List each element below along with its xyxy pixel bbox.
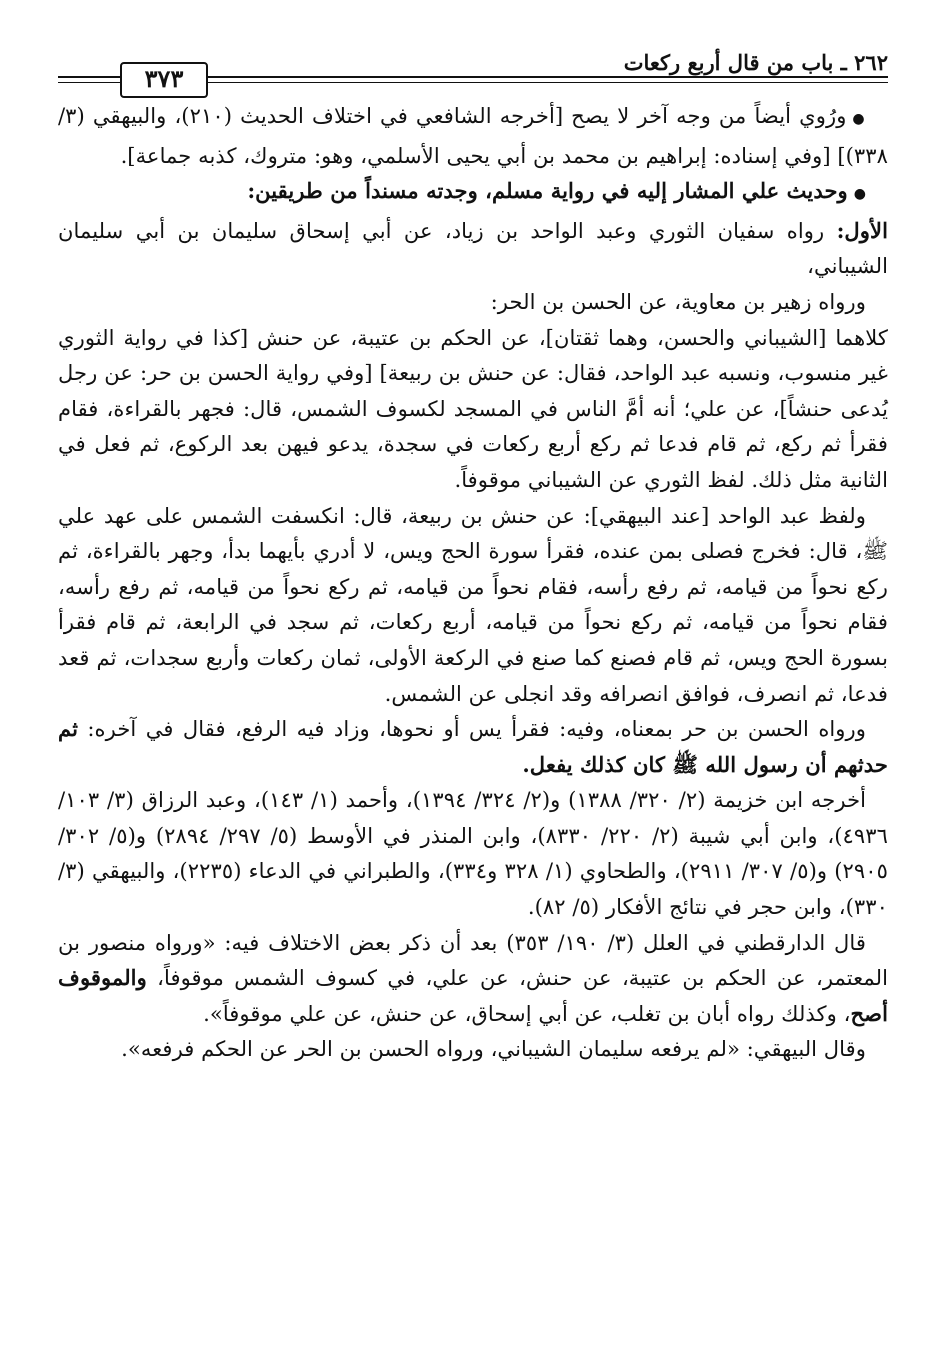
paragraph-6: ولفظ عبد الواحد [عند البيهقي]: عن حنش بن ربيعة، قال: انكسفت الشمس على عهد علي ﷺ، قال: فخرج فصلى بمن عنده، فقرأ سورة الحج ويس، لا أدري بأيهما بدأ، وجهر بالقراءة، ثم ركع نحواً من قيامه، ثم رفع رأسه، فقام نحواً من قيامه، ثم ركع نحواً من قيامه، ثم رفع رأسه، فقام نحواً من قيامه، ثم ركع نحواً من قيامه، أربع ركعات، ثم سجد في الرابعة، ثم قام فقرأ بسورة الحج ويس، ثم قام فصنع كما صنع في الركعة الأولى، ثمان ركعات وأربع سجدات، ثم قعد فدعا، ثم انصرف، فوافق انصرافه وقد انجلى عن الشمس.: [58, 502, 888, 706]
bullet-icon: ●: [852, 111, 866, 127]
bullet-icon: ●: [853, 186, 866, 203]
paragraph-1: ●ورُوي أيضاً من وجه آخر لا يصح [أخرجه الشافعي في اختلاف الحديث (٢١٠)، والبيهقي (٣/ ٣٣٨)] [وفي إسناده: إبراهيم بن محمد بن أبي يحيى الأسلمي، وهو: متروك، كذبه جماعة].: [58, 103, 888, 168]
paragraph-7: ورواه الحسن بن حر بمعناه، وفيه: فقرأ يس أو نحوها، وزاد فيه الرفع، فقال في آخره: ثم حدثهم أن رسول الله ﷺ كان كذلك يفعل.: [58, 716, 888, 777]
chapter-title: ٢٦٢ ـ باب من قال أربع ركعات: [623, 50, 888, 75]
paragraph-5: كلاهما [الشيباني والحسن، وهما ثقتان]، عن الحكم بن عتيبة، عن حنش [كذا في رواية الثوري غير منسوب، ونسبه عبد الواحد، فقال: عن حنش بن ربيعة] [وفي رواية الحسن بن حر: عن رجل يُدعى حنشاً]، عن علي؛ أنه أمَّ الناس في المسجد لكسوف الشمس، قال: فجهر بالقراءة، فقام فقرأ ثم ركع، ثم قام فدعا ثم ركع أربع ركعات في سجدة، يدعو فيهن بعد الركوع، ثم فعل في الثانية مثل ذلك. لفظ الثوري عن الشيباني موقوفاً.: [58, 324, 888, 492]
document-page: [58, 40, 888, 1067]
paragraph-3: الأول: رواه سفيان الثوري وعبد الواحد بن زياد، عن أبي إسحاق سليمان بن أبي سليمان الشيباني،: [58, 217, 888, 279]
page-number: ٣٧٣: [120, 62, 208, 98]
page-header: [58, 40, 888, 98]
page-body: [58, 98, 888, 1067]
paragraph-2: ●وحديث علي المشار إليه في رواية مسلم، وجدته مسنداً من طريقين:: [247, 178, 866, 204]
paragraph-10: وقال البيهقي: «لم يرفعه سليمان الشيباني، ورواه الحسن بن الحر عن الحكم فرفعه».: [121, 1036, 866, 1062]
paragraph-4: ورواه زهير بن معاوية، عن الحسن بن الحر:: [490, 288, 866, 314]
paragraph-8: أخرجه ابن خزيمة (٢/ ٣٢٠/ ١٣٨٨) و(٢/ ٣٢٤/ ١٣٩٤)، وأحمد (١/ ١٤٣)، وعبد الرزاق (٣/ ١٠٣/ ٤٩٣٦)، وابن أبي شيبة (٢/ ٢٢٠/ ٨٣٣٠)، وابن المنذر في الأوسط (٥/ ٢٩٧/ ٢٨٩٤) و(٥/ ٣٠٢/ ٢٩٠٥) و(٥/ ٣٠٧/ ٢٩١١)، والطحاوي (١/ ٣٢٨ و٣٣٤)، والطبراني في الدعاء (٢٢٣٥)، والبيهقي (٣/ ٣٣٠)، وابن حجر في نتائج الأفكار (٥/ ٨٢).: [58, 787, 889, 920]
paragraph-9: قال الدارقطني في العلل (٣/ ١٩٠/ ٣٥٣) بعد أن ذكر بعض الاختلاف فيه: «ورواه منصور بن المعتمر، عن الحكم بن عتيبة، عن حنش، عن علي، في كسوف الشمس موقوفاً، والموقوف أصح، وكذلك رواه أبان بن تغلب، عن أبي إسحاق، عن حنش، عن علي موقوفاً».: [58, 929, 888, 1026]
